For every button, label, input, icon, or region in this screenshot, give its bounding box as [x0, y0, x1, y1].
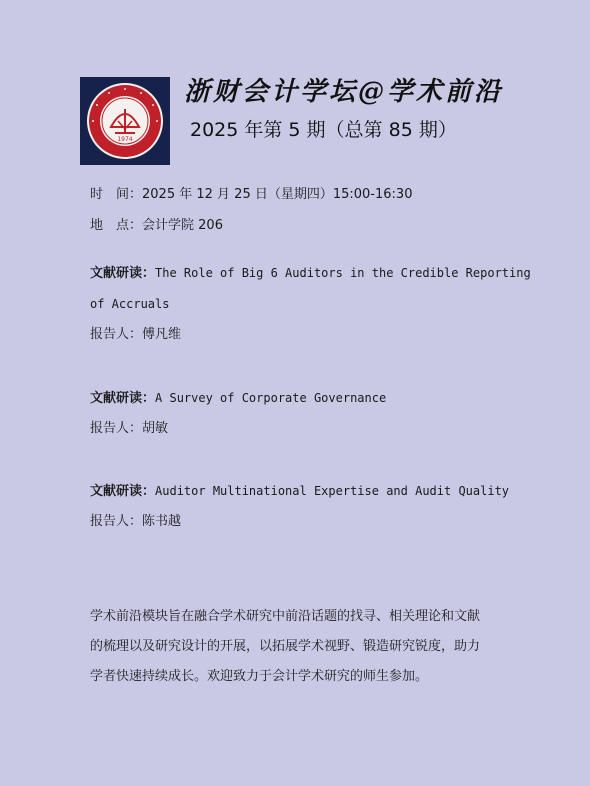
reading-1-title-continued: of Accruals	[90, 297, 170, 311]
reading-3-title-row	[90, 482, 509, 501]
reading-2-presenter-row	[90, 420, 168, 438]
place-label: 地 点：	[90, 218, 143, 233]
time-value: 2025 年 12 月 25 日（星期四）15:00-16:30	[142, 187, 413, 202]
issue-number: 2025 年第 5 期（总第 85 期）	[190, 119, 457, 141]
presenter-name: 陈书越	[142, 514, 182, 529]
university-seal-icon	[85, 81, 165, 161]
reading-1-presenter-row	[90, 326, 181, 344]
reading-label: 文献研读：	[90, 391, 156, 406]
page-title: 浙财会计学坛@学术前沿	[184, 77, 504, 107]
title-block	[184, 77, 503, 143]
reading-title: The Role of Big 6 Auditors in the Credible Reporting	[155, 266, 531, 280]
place-value: 会计学院 206	[142, 218, 223, 233]
reading-title: Auditor Multinational Expertise and Audit Quality	[155, 484, 510, 498]
reading-3-presenter-row	[90, 513, 181, 531]
presenter-name: 胡敏	[142, 421, 169, 436]
place-row	[90, 217, 223, 235]
time-label: 时 间：	[90, 187, 143, 202]
presenter-label: 报告人：	[90, 327, 143, 342]
reading-1-title-row	[90, 264, 531, 283]
logo-year: 1974	[117, 136, 133, 143]
header	[80, 77, 503, 165]
intro-paragraph	[90, 602, 510, 692]
presenter-label: 报告人：	[90, 514, 143, 529]
intro-line-1: 学术前沿模块旨在融合学术研究中前沿话题的找寻、相关理论和文献	[90, 609, 481, 624]
reading-label: 文献研读：	[90, 484, 156, 499]
intro-line-3: 学者快速持续成长。欢迎致力于会计学术研究的师生参加。	[90, 669, 429, 684]
university-logo	[80, 77, 170, 165]
presenter-name: 傅凡维	[142, 327, 182, 342]
reading-title: A Survey of Corporate Governance	[155, 391, 387, 405]
time-row	[90, 186, 412, 204]
presenter-label: 报告人：	[90, 421, 143, 436]
reading-2-title-row	[90, 389, 386, 408]
reading-label: 文献研读：	[90, 266, 156, 281]
intro-line-2: 的梳理以及研究设计的开展，以拓展学术视野、锻造研究锐度，助力	[90, 639, 481, 654]
